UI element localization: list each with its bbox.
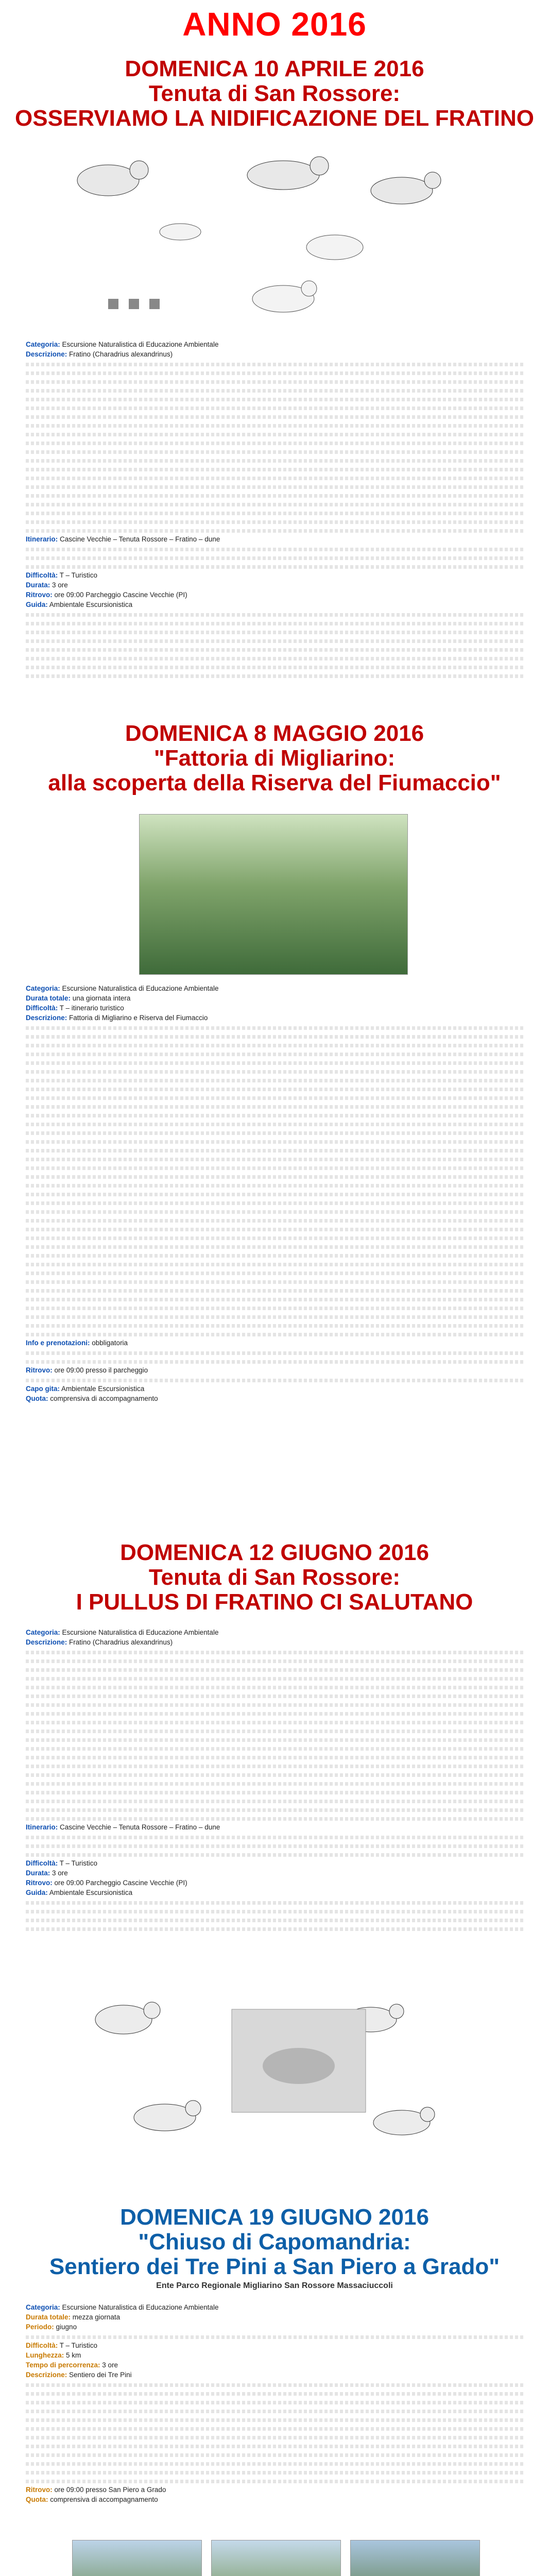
text-line bbox=[26, 1744, 523, 1753]
text-line bbox=[26, 1146, 523, 1155]
text-line bbox=[26, 1303, 523, 1312]
detail-row bbox=[26, 1888, 523, 1897]
text-line bbox=[26, 526, 523, 535]
year-heading: ANNO 2016 bbox=[182, 6, 367, 43]
field-value: mezza giornata bbox=[72, 2313, 121, 2321]
text-line bbox=[26, 2424, 523, 2433]
text-line bbox=[26, 1726, 523, 1735]
text-line bbox=[26, 1709, 523, 1718]
event-3-date: DOMENICA 12 GIUGNO 2016 bbox=[120, 1540, 429, 1565]
field-label: Guida: bbox=[26, 1889, 48, 1896]
text-line bbox=[26, 509, 523, 517]
field-value: T – itinerario turistico bbox=[59, 1004, 124, 1012]
field-label: Categoria: bbox=[26, 1629, 60, 1636]
field-label: Quota: bbox=[26, 1395, 48, 1402]
detail-row bbox=[26, 2361, 523, 2369]
text-line bbox=[26, 482, 523, 491]
event-2-date: DOMENICA 8 MAGGIO 2016 bbox=[125, 721, 424, 746]
text-line bbox=[26, 1268, 523, 1277]
event-3-title: I PULLUS DI FRATINO CI SALUTANO bbox=[76, 1589, 473, 1615]
event-4-date: DOMENICA 19 GIUGNO 2016 bbox=[120, 2205, 429, 2230]
field-label: Descrizione: bbox=[26, 350, 67, 358]
field-value: Fattoria di Migliarino e Riserva del Fiumaccio bbox=[69, 1014, 208, 1022]
event-4-details bbox=[26, 2303, 523, 2505]
text-line bbox=[26, 1233, 523, 1242]
field-label: Ritrovo: bbox=[26, 591, 53, 599]
event-3-subtitle: Tenuta di San Rossore: bbox=[148, 1565, 401, 1590]
text-line bbox=[26, 1735, 523, 1744]
text-line bbox=[26, 545, 523, 553]
text-line bbox=[26, 1067, 523, 1076]
text-line bbox=[26, 395, 523, 403]
event-1 bbox=[0, 57, 549, 131]
event-2-title: alla scoperta della Riserva del Fiumaccio" bbox=[48, 770, 501, 795]
detail-row bbox=[26, 994, 523, 1003]
text-line bbox=[26, 663, 523, 671]
text-line bbox=[26, 1683, 523, 1691]
detail-row bbox=[26, 600, 523, 609]
text-line bbox=[26, 2332, 523, 2341]
detail-row bbox=[26, 1338, 523, 1347]
text-line bbox=[26, 1850, 523, 1859]
text-line bbox=[26, 473, 523, 482]
event-4-photo-1 bbox=[72, 2540, 202, 2576]
text-line bbox=[26, 1207, 523, 1216]
text-line bbox=[26, 654, 523, 663]
text-line bbox=[26, 517, 523, 526]
text-line bbox=[26, 1357, 523, 1366]
text-line bbox=[26, 1841, 523, 1850]
field-label: Itinerario: bbox=[26, 1823, 58, 1831]
small-icons bbox=[108, 299, 160, 309]
field-value: Escursione Naturalistica di Educazione Ambientale bbox=[62, 985, 219, 992]
field-value: obbligatoria bbox=[92, 1339, 128, 1347]
text-line bbox=[26, 1032, 523, 1041]
field-value: ore 09:00 Parcheggio Cascine Vecchie (PI) bbox=[54, 591, 187, 599]
text-line bbox=[26, 1225, 523, 1233]
event-2-subtitle: "Fattoria di Migliarino: bbox=[153, 745, 396, 771]
text-line bbox=[26, 456, 523, 465]
detail-row bbox=[26, 2495, 523, 2504]
detail-row bbox=[26, 1394, 523, 1403]
text-line bbox=[26, 2468, 523, 2477]
field-label: Quota: bbox=[26, 2496, 48, 2503]
detail-row bbox=[26, 340, 523, 349]
field-value: Fratino (Charadrius alexandrinus) bbox=[69, 1638, 173, 1646]
text-line bbox=[26, 1656, 523, 1665]
text-line bbox=[26, 1761, 523, 1770]
text-line bbox=[26, 1041, 523, 1049]
text-line bbox=[26, 1084, 523, 1093]
field-value: Ambientale Escursionistica bbox=[49, 1889, 133, 1896]
event-1-title: OSSERVIAMO LA NIDIFICAZIONE DEL FRATINO bbox=[15, 106, 534, 131]
field-label: Itinerario: bbox=[26, 535, 58, 543]
text-line bbox=[26, 438, 523, 447]
field-label: Categoria: bbox=[26, 341, 60, 348]
text-line bbox=[26, 1924, 523, 1933]
field-value: Escursione Naturalistica di Educazione Ambientale bbox=[62, 341, 219, 348]
text-line bbox=[26, 1648, 523, 1656]
field-label: Difficoltà: bbox=[26, 1004, 58, 1012]
event-4-photo-3 bbox=[350, 2540, 480, 2576]
detail-row bbox=[26, 1628, 523, 1637]
field-value: Sentiero dei Tre Pini bbox=[69, 2371, 132, 2379]
plover-illustration bbox=[77, 157, 441, 204]
text-line bbox=[26, 1916, 523, 1924]
field-label: Lunghezza: bbox=[26, 2351, 64, 2359]
detail-row bbox=[26, 590, 523, 599]
text-line bbox=[26, 2450, 523, 2459]
event-1-details bbox=[26, 340, 523, 680]
text-line bbox=[26, 2380, 523, 2389]
field-value: ore 09:00 presso San Piero a Grado bbox=[54, 2486, 166, 2494]
field-label: Durata totale: bbox=[26, 2313, 71, 2321]
text-line bbox=[26, 1691, 523, 1700]
field-value: Escursione Naturalistica di Educazione Ambientale bbox=[62, 2303, 219, 2311]
detail-row bbox=[26, 2370, 523, 2379]
event-3 bbox=[0, 1540, 549, 1615]
text-line bbox=[26, 1260, 523, 1268]
text-line bbox=[26, 1023, 523, 1032]
detail-row bbox=[26, 2341, 523, 2350]
text-line bbox=[26, 1216, 523, 1225]
field-value: T – Turistico bbox=[59, 1859, 98, 1867]
text-line bbox=[26, 1128, 523, 1137]
plover-photo bbox=[232, 2009, 366, 2112]
field-value: 5 km bbox=[66, 2351, 81, 2359]
detail-row bbox=[26, 1366, 523, 1375]
field-value: Ambientale Escursionistica bbox=[49, 601, 133, 608]
text-line bbox=[26, 2477, 523, 2485]
field-label: Periodo: bbox=[26, 2323, 54, 2331]
field-value: ore 09:00 Parcheggio Cascine Vecchie (PI) bbox=[54, 1879, 187, 1887]
detail-row bbox=[26, 571, 523, 580]
text-line bbox=[26, 553, 523, 562]
text-line bbox=[26, 1295, 523, 1303]
event-2-photo bbox=[139, 814, 408, 975]
text-line bbox=[26, 500, 523, 509]
field-value: giugno bbox=[56, 2323, 77, 2331]
text-line bbox=[26, 1076, 523, 1084]
text-line bbox=[26, 1321, 523, 1330]
text-line bbox=[26, 368, 523, 377]
event-4-subtitle: "Chiuso di Capomandria: bbox=[138, 2229, 411, 2255]
text-line bbox=[26, 1277, 523, 1286]
event-4 bbox=[0, 2205, 549, 2291]
event-1-illustrations bbox=[62, 144, 489, 330]
text-line bbox=[26, 377, 523, 386]
text-line bbox=[26, 1058, 523, 1067]
text-line bbox=[26, 1700, 523, 1709]
event-4-photo-2 bbox=[211, 2540, 341, 2576]
detail-row bbox=[26, 350, 523, 359]
text-line bbox=[26, 1376, 523, 1384]
text-line bbox=[26, 2398, 523, 2406]
text-line bbox=[26, 447, 523, 456]
field-label: Categoria: bbox=[26, 2303, 60, 2311]
text-line bbox=[26, 1898, 523, 1907]
text-line bbox=[26, 1330, 523, 1338]
text-line bbox=[26, 1779, 523, 1788]
text-line bbox=[26, 1805, 523, 1814]
text-line bbox=[26, 1718, 523, 1726]
field-label: Descrizione: bbox=[26, 1014, 67, 1022]
event-1-date: DOMENICA 10 APRILE 2016 bbox=[125, 56, 424, 81]
field-label: Ritrovo: bbox=[26, 2486, 53, 2494]
event-4-title: Sentiero dei Tre Pini a San Piero a Grado" bbox=[49, 2254, 500, 2279]
detail-row bbox=[26, 1823, 523, 1832]
text-line bbox=[26, 491, 523, 500]
field-value: ore 09:00 presso il parcheggio bbox=[54, 1366, 148, 1374]
detail-row bbox=[26, 1384, 523, 1393]
field-label: Capo gita: bbox=[26, 1385, 60, 1393]
field-value: Cascine Vecchie – Tenuta Rossore – Fratino – dune bbox=[60, 535, 220, 543]
field-value: 3 ore bbox=[102, 2361, 118, 2369]
detail-row bbox=[26, 535, 523, 544]
field-label: Descrizione: bbox=[26, 2371, 67, 2379]
text-line bbox=[26, 1198, 523, 1207]
detail-row bbox=[26, 2351, 523, 2360]
field-label: Tempo di percorrenza: bbox=[26, 2361, 100, 2369]
detail-row bbox=[26, 1859, 523, 1868]
text-line bbox=[26, 1665, 523, 1674]
field-label: Difficoltà: bbox=[26, 571, 58, 579]
text-line bbox=[26, 1172, 523, 1181]
field-value: Fratino (Charadrius alexandrinus) bbox=[69, 350, 173, 358]
event-4-organizer: Ente Parco Regionale Migliarino San Rossore Massaciuccoli bbox=[156, 2281, 393, 2290]
field-value: 3 ore bbox=[52, 1869, 68, 1877]
text-line bbox=[26, 1753, 523, 1761]
text-line bbox=[26, 1190, 523, 1198]
detail-row bbox=[26, 1004, 523, 1012]
event-1-subtitle: Tenuta di San Rossore: bbox=[148, 81, 401, 106]
field-value: comprensiva di accompagnamento bbox=[50, 2496, 158, 2503]
text-line bbox=[26, 2442, 523, 2450]
text-line bbox=[26, 1049, 523, 1058]
text-line bbox=[26, 2406, 523, 2415]
detail-row bbox=[26, 1638, 523, 1647]
field-label: Categoria: bbox=[26, 985, 60, 992]
text-line bbox=[26, 1102, 523, 1111]
text-line bbox=[26, 1120, 523, 1128]
detail-row bbox=[26, 1878, 523, 1887]
plover-eggs-illustration bbox=[160, 224, 363, 312]
text-line bbox=[26, 1181, 523, 1190]
field-label: Descrizione: bbox=[26, 1638, 67, 1646]
text-line bbox=[26, 1251, 523, 1260]
event-3-details bbox=[26, 1628, 523, 1933]
text-line bbox=[26, 1814, 523, 1823]
text-line bbox=[26, 1155, 523, 1163]
event-2 bbox=[0, 721, 549, 795]
field-label: Ritrovo: bbox=[26, 1366, 53, 1374]
field-value: T – Turistico bbox=[59, 571, 98, 579]
text-line bbox=[26, 386, 523, 395]
detail-row bbox=[26, 2323, 523, 2331]
text-line bbox=[26, 619, 523, 628]
detail-row bbox=[26, 984, 523, 993]
field-value: Ambientale Escursionistica bbox=[61, 1385, 145, 1393]
event-2-details bbox=[26, 984, 523, 1404]
text-line bbox=[26, 360, 523, 368]
text-line bbox=[26, 1833, 523, 1841]
text-line bbox=[26, 2459, 523, 2468]
field-label: Durata totale: bbox=[26, 994, 71, 1002]
detail-row bbox=[26, 1869, 523, 1877]
text-line bbox=[26, 645, 523, 654]
field-value: una giornata intera bbox=[72, 994, 131, 1002]
detail-row bbox=[26, 1013, 523, 1022]
field-value: T – Turistico bbox=[59, 2342, 98, 2349]
text-line bbox=[26, 421, 523, 430]
field-label: Guida: bbox=[26, 601, 48, 608]
field-label: Durata: bbox=[26, 1869, 50, 1877]
text-line bbox=[26, 1674, 523, 1683]
field-label: Info e prenotazioni: bbox=[26, 1339, 90, 1347]
text-line bbox=[26, 1312, 523, 1321]
text-line bbox=[26, 562, 523, 571]
text-line bbox=[26, 1797, 523, 1805]
field-value: comprensiva di accompagnamento bbox=[50, 1395, 158, 1402]
field-label: Durata: bbox=[26, 581, 50, 589]
text-line bbox=[26, 1163, 523, 1172]
text-line bbox=[26, 671, 523, 680]
text-line bbox=[26, 1286, 523, 1295]
text-line bbox=[26, 412, 523, 421]
text-line bbox=[26, 1111, 523, 1120]
field-label: Difficoltà: bbox=[26, 2342, 58, 2349]
field-value: Cascine Vecchie – Tenuta Rossore – Fratino – dune bbox=[60, 1823, 220, 1831]
text-line bbox=[26, 2415, 523, 2424]
field-label: Difficoltà: bbox=[26, 1859, 58, 1867]
text-line bbox=[26, 1137, 523, 1146]
text-line bbox=[26, 1242, 523, 1251]
field-value: Escursione Naturalistica di Educazione Ambientale bbox=[62, 1629, 219, 1636]
text-line bbox=[26, 1907, 523, 1916]
text-line bbox=[26, 2389, 523, 2398]
text-line bbox=[26, 403, 523, 412]
event-3-illustrations bbox=[62, 1989, 489, 2159]
field-value: 3 ore bbox=[52, 581, 68, 589]
text-line bbox=[26, 628, 523, 636]
field-label: Ritrovo: bbox=[26, 1879, 53, 1887]
text-line bbox=[26, 610, 523, 619]
text-line bbox=[26, 2433, 523, 2442]
text-line bbox=[26, 1788, 523, 1797]
text-line bbox=[26, 430, 523, 438]
text-line bbox=[26, 1093, 523, 1102]
detail-row bbox=[26, 2485, 523, 2494]
text-line bbox=[26, 1348, 523, 1357]
text-line bbox=[26, 1770, 523, 1779]
detail-row bbox=[26, 581, 523, 589]
text-line bbox=[26, 636, 523, 645]
detail-row bbox=[26, 2303, 523, 2312]
text-line bbox=[26, 465, 523, 473]
detail-row bbox=[26, 2313, 523, 2321]
